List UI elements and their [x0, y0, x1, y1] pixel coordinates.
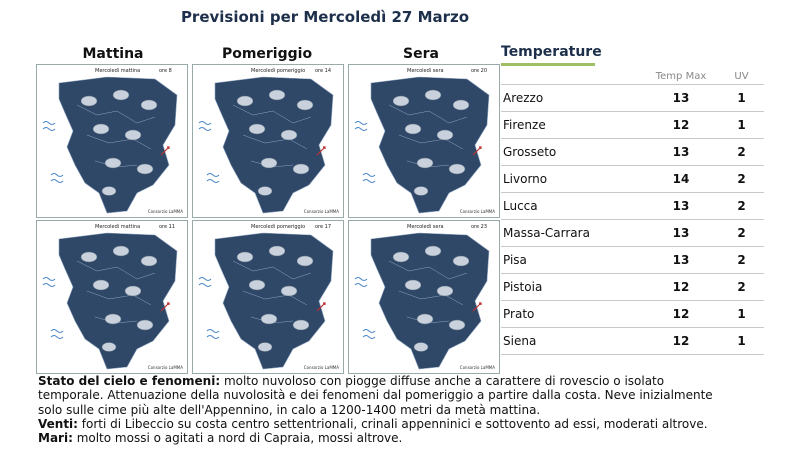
header-uv: UV: [734, 70, 749, 82]
temp-max-value: 12: [672, 307, 690, 321]
temp-max-value: 14: [672, 172, 690, 186]
tuscany-map-icon: [37, 65, 187, 217]
forecast-map-3[interactable]: [348, 64, 500, 218]
city-name: Pisa: [503, 253, 527, 267]
map-hour: ore 20: [471, 68, 488, 74]
temperature-panel: [501, 44, 764, 355]
temp-max-value: 13: [672, 199, 690, 213]
map-hour: ore 14: [315, 68, 332, 74]
map-credit: Consorzio LaMMA: [147, 365, 183, 370]
map-hour: ore 8: [159, 68, 172, 74]
sky-label: Stato del cielo e fenomeni:: [38, 374, 221, 388]
wind-text: forti di Libeccio su costa centro settentrionali, crinali appenninici e sottovento ad essi, moderati altrove.: [77, 416, 708, 431]
sea-paragraph: [38, 431, 728, 445]
table-row: [501, 219, 764, 246]
temperature-title: Temperature: [501, 44, 602, 60]
tuscany-map-icon: [349, 221, 499, 373]
map-title: Mercoledì mattina: [95, 68, 141, 74]
map-title: Mercoledì sera: [407, 224, 444, 230]
column-header-mattina: Mattina: [82, 46, 144, 62]
table-row: [501, 273, 764, 300]
temp-max-value: 12: [672, 334, 690, 348]
forecast-map-5[interactable]: [192, 220, 344, 374]
map-title: Mercoledì pomeriggio: [251, 68, 306, 74]
map-column-headers: [36, 46, 498, 62]
city-name: Arezzo: [503, 91, 544, 105]
uv-value: 2: [737, 145, 746, 159]
tuscany-map-icon: [349, 65, 499, 217]
uv-value: 2: [737, 199, 746, 213]
column-header-pomeriggio: Pomeriggio: [221, 46, 313, 62]
temperature-rows: [501, 84, 764, 355]
map-hour: ore 11: [159, 224, 176, 230]
tuscany-map-icon: [193, 221, 343, 373]
city-name: Livorno: [503, 172, 548, 186]
temp-max-value: 13: [672, 253, 690, 267]
wind-paragraph: [38, 417, 728, 431]
forecast-map-6[interactable]: [348, 220, 500, 374]
uv-value: 1: [737, 334, 746, 348]
uv-value: 1: [737, 307, 746, 321]
table-row: [501, 192, 764, 219]
table-row: [501, 84, 764, 111]
uv-value: 1: [737, 118, 746, 132]
temp-max-value: 12: [672, 280, 690, 294]
forecast-map-grid: [36, 64, 500, 372]
temperature-title-underline: [501, 63, 595, 66]
sea-text: molto mossi o agitati a nord di Capraia, mossi altrove.: [72, 431, 403, 446]
map-hour: ore 23: [471, 224, 488, 230]
uv-value: 2: [737, 226, 746, 240]
sky-text: molto nuvoloso con piogge diffuse anche a carattere di rovescio o isolato temporale. Attenuazione della nuvolosità e dei fenomeni dal pomeriggio a partire dalla costa. Neve inizialmente solo sulle cime più alte dell'Appennino, in calo a 1200-1400 metri da metà mattina.: [38, 374, 713, 417]
column-header-sera: Sera: [403, 46, 439, 62]
map-hour: ore 17: [315, 224, 332, 230]
uv-value: 1: [737, 91, 746, 105]
temperature-header: [501, 68, 764, 84]
city-name: Pistoia: [503, 280, 543, 294]
table-row: [501, 138, 764, 165]
sky-paragraph: [38, 374, 728, 417]
map-title: Mercoledì pomeriggio: [251, 224, 306, 230]
forecast-map-2[interactable]: [192, 64, 344, 218]
forecast-description: [38, 374, 728, 445]
uv-value: 2: [737, 172, 746, 186]
map-credit: Consorzio LaMMA: [303, 209, 339, 214]
map-credit: Consorzio LaMMA: [459, 209, 495, 214]
map-credit: Consorzio LaMMA: [459, 365, 495, 370]
temp-max-value: 13: [672, 91, 690, 105]
map-credit: Consorzio LaMMA: [303, 365, 339, 370]
temp-max-value: 13: [672, 145, 690, 159]
forecast-map-4[interactable]: [36, 220, 188, 374]
city-name: Siena: [503, 334, 537, 348]
table-row: [501, 300, 764, 327]
wind-label: Venti:: [38, 416, 78, 431]
city-name: Prato: [503, 307, 535, 321]
forecast-map-1[interactable]: [36, 64, 188, 218]
page-title: Previsioni per Mercoledì 27 Marzo: [180, 8, 470, 26]
temp-max-value: 13: [672, 226, 690, 240]
map-title: Mercoledì mattina: [95, 224, 141, 230]
tuscany-map-icon: [193, 65, 343, 217]
table-row: [501, 165, 764, 192]
city-name: Lucca: [503, 199, 538, 213]
uv-value: 2: [737, 280, 746, 294]
city-name: Massa-Carrara: [503, 226, 590, 240]
tuscany-map-icon: [37, 221, 187, 373]
city-name: Firenze: [503, 118, 546, 132]
sea-label: Mari:: [38, 431, 73, 446]
uv-value: 2: [737, 253, 746, 267]
header-temp-max: Temp Max: [655, 70, 707, 82]
table-row: [501, 111, 764, 138]
table-row: [501, 327, 764, 355]
city-name: Grosseto: [503, 145, 557, 159]
table-row: [501, 246, 764, 273]
map-title: Mercoledì sera: [407, 68, 444, 74]
temp-max-value: 12: [672, 118, 690, 132]
map-credit: Consorzio LaMMA: [147, 209, 183, 214]
